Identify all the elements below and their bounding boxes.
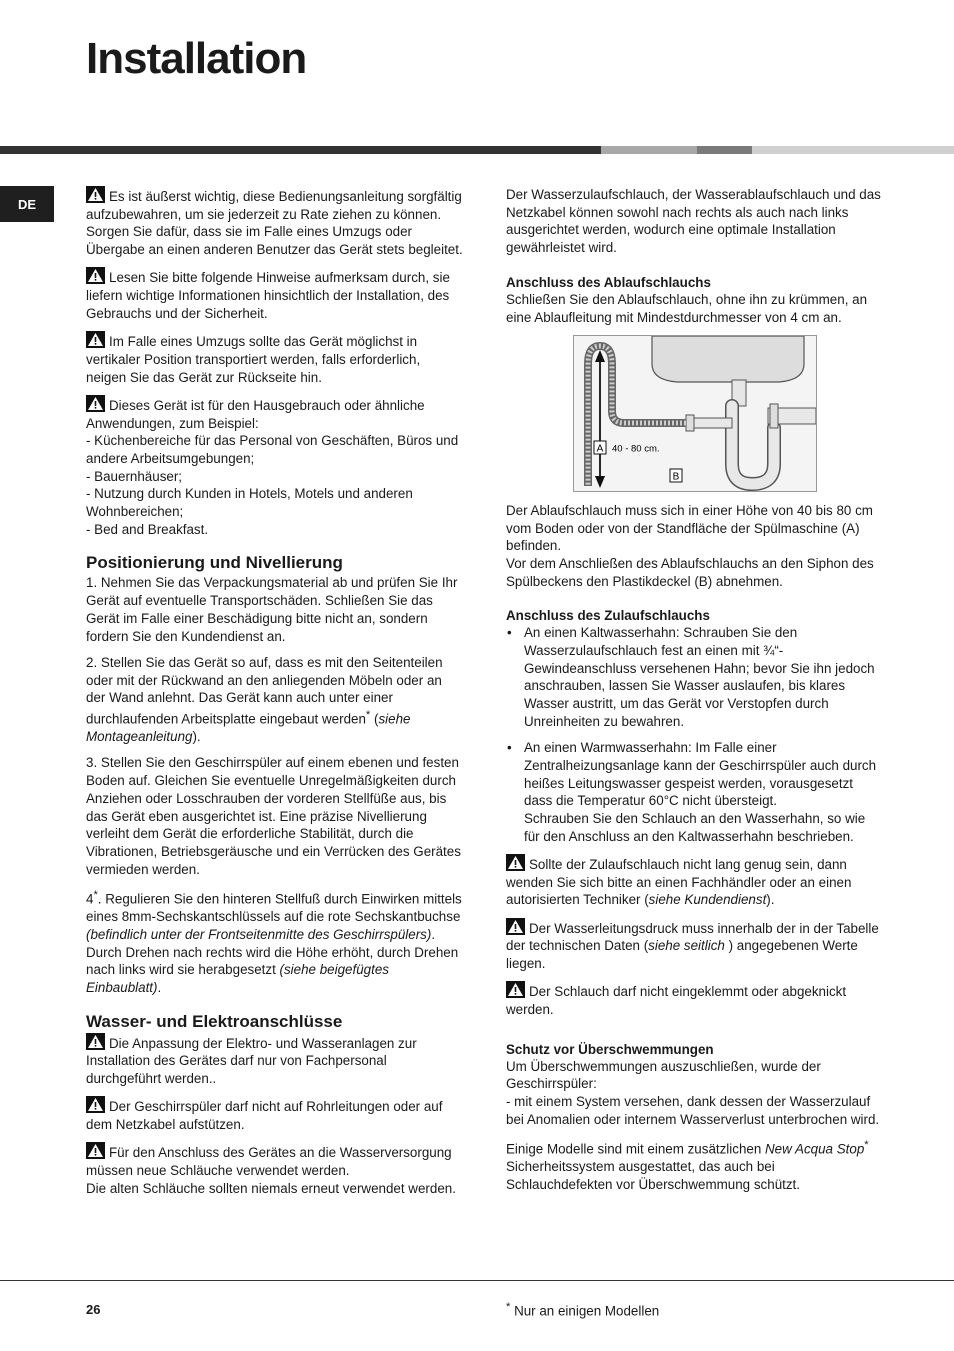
language-tab: DE	[0, 186, 54, 222]
inlet-bullet-warm: • An einen Warmwasserhahn: Im Falle einer Zentralheizungsanlage kann der Geschirrspüler auch durch heißes Leitungswasser gespeist werden, vorausgesetzt dass die Temperatur 60°C nicht übersteigt. Schrauben Sie den Schlauch an den Wasserhahn, so wie für den Anschluss an den Kaltwasserhahn beschrieben.	[507, 740, 877, 844]
warning-icon	[86, 1142, 105, 1159]
positioning-step-2: 2. Stellen Sie das Gerät so auf, dass es mit den Seitenteilen oder mit der Rückwand an den anliegenden Möbeln oder an der Wand anlehnt. Das Gerät kann auch unter einer durchlaufenden Arbeitsplatte eingebaut werden* (siehe Montageanleitung).	[86, 654, 443, 745]
warning-icon	[506, 981, 525, 998]
drain-text: Schließen Sie den Ablaufschlauch, ohne ihn zu krümmen, an eine Ablaufleitung mit Mindestdurchmesser von 4 cm an.	[506, 291, 868, 325]
drain-hose-illustration	[573, 335, 817, 492]
section-heading-flood: Schutz vor Überschwemmungen	[506, 1041, 714, 1057]
figure-label-range: 40 - 80 cm.	[612, 443, 660, 455]
right-column	[506, 186, 884, 1202]
page-title: Installation	[86, 34, 307, 83]
warning-icon	[86, 1033, 105, 1050]
positioning-step-1: 1. Nehmen Sie das Verpackungsmaterial ab und prüfen Sie Ihr Gerät auf eventuelle Transportschäden. Schließen Sie das Gerät im Falle einer Beschädigung bitte nicht an, sondern fordern Sie den Kundendienst an.	[86, 575, 458, 644]
header-bar-dark	[0, 146, 601, 154]
figure-label-a: A	[596, 443, 604, 455]
hose-orientation-text: Der Wasserzulaufschlauch, der Wasserablaufschlauch und das Netzkabel können sowohl nach rechts als auch nach links ausgerichtet werden, wodurch eine optimale Installation gewährleistet wird.	[506, 187, 881, 256]
page-number: 26	[86, 1302, 101, 1317]
footer-rule	[0, 1280, 954, 1281]
warning-icon	[86, 331, 105, 348]
drain-height-text: Der Ablaufschlauch muss sich in einer Höhe von 40 bis 80 cm vom Boden oder von der Standfläche der Spülmaschine (A) befinden. Vor dem Anschließen des Ablaufschlauchs an den Siphon des Spülbeckens den Plastikdeckel (B) abnehmen.	[506, 502, 874, 589]
header-bar-light	[752, 146, 954, 154]
warning-icon	[86, 186, 105, 203]
warning-icon	[506, 854, 525, 871]
warning-icon	[86, 1096, 105, 1113]
warning-icon	[86, 267, 105, 284]
inlet-note-kink: Der Schlauch darf nicht eingeklemmt oder abgeknickt werden.	[506, 981, 884, 1018]
positioning-step-4: 4*. Regulieren Sie den hinteren Stellfuß durch Einwirken mittels eines 8mm-Sechskantschlüssels auf die rote Sechskantbuchse (befindlich unter der Frontseitenmitte des Geschirrspülers). Durch Drehen nach rechts wird die Höhe erhöht, durch Drehen nach links wird sie herabgesetzt (siehe beigefügtes Einbaublatt).	[86, 888, 462, 995]
header-bar-darkgrey	[697, 146, 752, 154]
intro-paragraph: Lesen Sie bitte folgende Hinweise aufmerksam durch, sie liefern wichtige Informationen hinsichtlich der Installation, des Gebrauchs und der Sicherheit.	[86, 267, 464, 322]
left-column	[86, 186, 464, 1206]
footnote: * Nur an einigen Modellen	[506, 1301, 660, 1319]
inlet-note-length: Sollte der Zulaufschlauch nicht lang genug sein, dann wenden Sie sich bitte an einen Fachhändler oder an einen autorisierten Techniker (siehe Kundendienst).	[506, 854, 884, 909]
intro-paragraph: Dieses Gerät ist für den Hausgebrauch oder ähnliche Anwendungen, zum Beispiel: - Küchenbereiche für das Personal von Geschäften, Büros und andere Arbeitsumgebungen; - Bauernhäuser; - Nutzung durch Kunden in Hotels, Motels und anderen Wohnbereichen; - Bed and Breakfast.	[86, 395, 464, 539]
water-note: Der Geschirrspüler darf nicht auf Rohrleitungen oder auf dem Netzkabel aufstützen.	[86, 1096, 464, 1133]
section-heading-positioning: Positionierung und Nivellierung	[86, 553, 343, 573]
figure-label-b: B	[672, 471, 680, 483]
warning-icon	[86, 395, 105, 412]
header-bar-mid	[601, 146, 697, 154]
inlet-note-pressure: Der Wasserleitungsdruck muss innerhalb der in der Tabelle der technischen Daten (siehe seitlich ) angegebenen Werte liegen.	[506, 918, 884, 973]
positioning-step-3: 3. Stellen Sie den Geschirrspüler auf einem ebenen und festen Boden auf. Gleichen Sie eventuelle Unregelmäßigkeiten durch Anziehen oder Losschrauben der vorderen Stellfüße aus, bis das Gerät eben ausgerichtet ist. Eine präzise Nivellierung verleiht dem Gerät die erforderliche Stabilität, durch die Vibrationen, Betriebsgeräusche und ein Verrücken des Gerätes vermieden werden.	[86, 755, 461, 877]
section-heading-drain: Anschluss des Ablaufschlauchs	[506, 274, 711, 290]
flood-acqua-stop-text: Einige Modelle sind mit einem zusätzlichen New Acqua Stop* Sicherheitssystem ausgestattet, das auch bei Schlauchdefekten vor Überschwemmung schützt.	[506, 1139, 869, 1193]
section-heading-water-electric: Wasser- und Elektroanschlüsse	[86, 1011, 343, 1031]
intro-paragraph: Im Falle eines Umzugs sollte das Gerät möglichst in vertikaler Position transportiert werden, falls erforderlich, neigen Sie das Gerät zur Rückseite hin.	[86, 331, 464, 386]
intro-paragraph: Es ist äußerst wichtig, diese Bedienungsanleitung sorgfältig aufzubewahren, um sie jederzeit zu Rate ziehen zu können. Sorgen Sie dafür, dass sie im Falle eines Umzugs oder Übergabe an einen anderen Benutzer das Gerät stets begleitet.	[86, 186, 464, 259]
inlet-bullet-cold: • An einen Kaltwasserhahn: Schrauben Sie den Wasserzulaufschlauch fest an einen mit ¾“-Gewindeanschluss versehenen Hahn; bevor Sie ihn jedoch anschrauben, lassen Sie Wasser auslaufen, bis klares Wasser austritt, um das Gerät vor Verstopfen durch Unreinheiten zu bewahren.	[507, 625, 875, 729]
flood-text: Um Überschwemmungen auszuschließen, wurde der Geschirrspüler: - mit einem System versehen, dank dessen der Wasserzulauf bei Anomalien oder internem Wasserverlust unterbrochen wird.	[506, 1058, 880, 1127]
water-note: Die Anpassung der Elektro- und Wasseranlagen zur Installation des Gerätes darf nur von Fachpersonal durchgeführt werden..	[86, 1033, 464, 1088]
warning-icon	[506, 918, 525, 935]
water-note: Für den Anschluss des Gerätes an die Wasserversorgung müssen neue Schläuche verwendet werden. Die alten Schläuche sollten niemals erneut verwendet werden.	[86, 1142, 464, 1197]
section-heading-inlet: Anschluss des Zulaufschlauchs	[506, 608, 710, 624]
